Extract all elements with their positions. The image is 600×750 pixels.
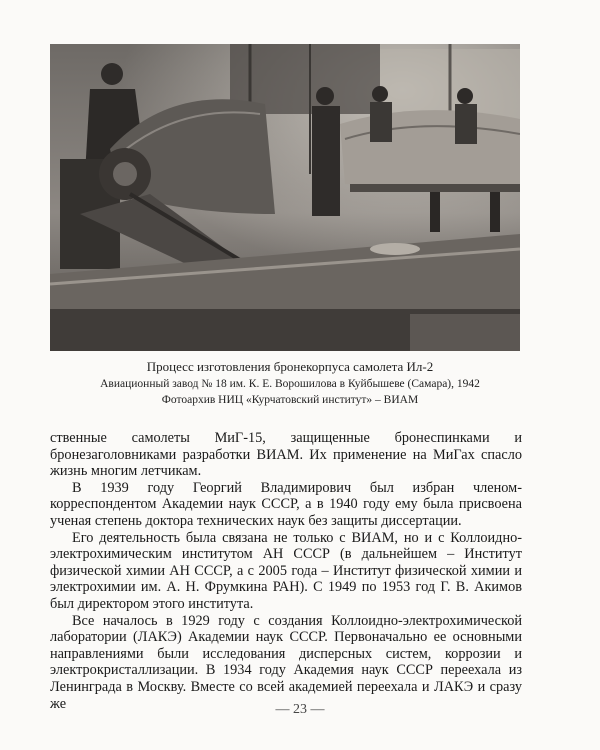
paragraph: В 1939 году Георгий Владимирович был избран членом-корреспондентом Академии наук СССР, а в 1940 году ему была присвоена ученая степень доктора технических наук без защиты диссертации. xyxy=(50,479,522,529)
caption-source-line: Авиационный завод № 18 им. К. Е. Ворошилова в Куйбышеве (Самара), 1942 xyxy=(100,378,480,390)
photo-caption xyxy=(40,358,540,408)
caption-title: Процесс изготовления бронекорпуса самолета Ил-2 xyxy=(146,359,434,374)
caption-archive-line: Фотоархив НИЦ «Курчатовский институт» – ВИАМ xyxy=(161,394,419,406)
body-text xyxy=(50,430,522,712)
paragraph: Все началось в 1929 году с создания Коллоидно-электрохимической лаборатории (ЛАКЭ) Академии наук СССР. Первоначально ее основными направлениями были исследования дисперсных систем, коррозии и электрокристаллизации. В 1934 году Академия наук СССР переехала из Ленинграда в Москву. Вместе со всей академией переехала и ЛАКЭ и сразу же xyxy=(50,612,522,712)
paragraph: ственные самолеты МиГ-15, защищенные бронеспинками и бронезаголовниками разработки ВИАМ. Их применение на МиГах спасло жизнь многим летчикам. xyxy=(50,430,522,480)
paragraph: Его деятельность была связана не только с ВИАМ, но и с Коллоидно-электрохимическим институтом АН СССР (в дальнейшем – Институт физической химии АН СССР, а с 2005 года – Институт физической химии и электрохимии им. А. Н. Фрумкина РАН). С 1949 по 1953 год Г. В. Акимов был директором этого института. xyxy=(50,529,522,612)
page-number: — 23 — xyxy=(275,702,325,717)
photo-illustration xyxy=(50,44,520,351)
archive-photo xyxy=(50,44,520,351)
